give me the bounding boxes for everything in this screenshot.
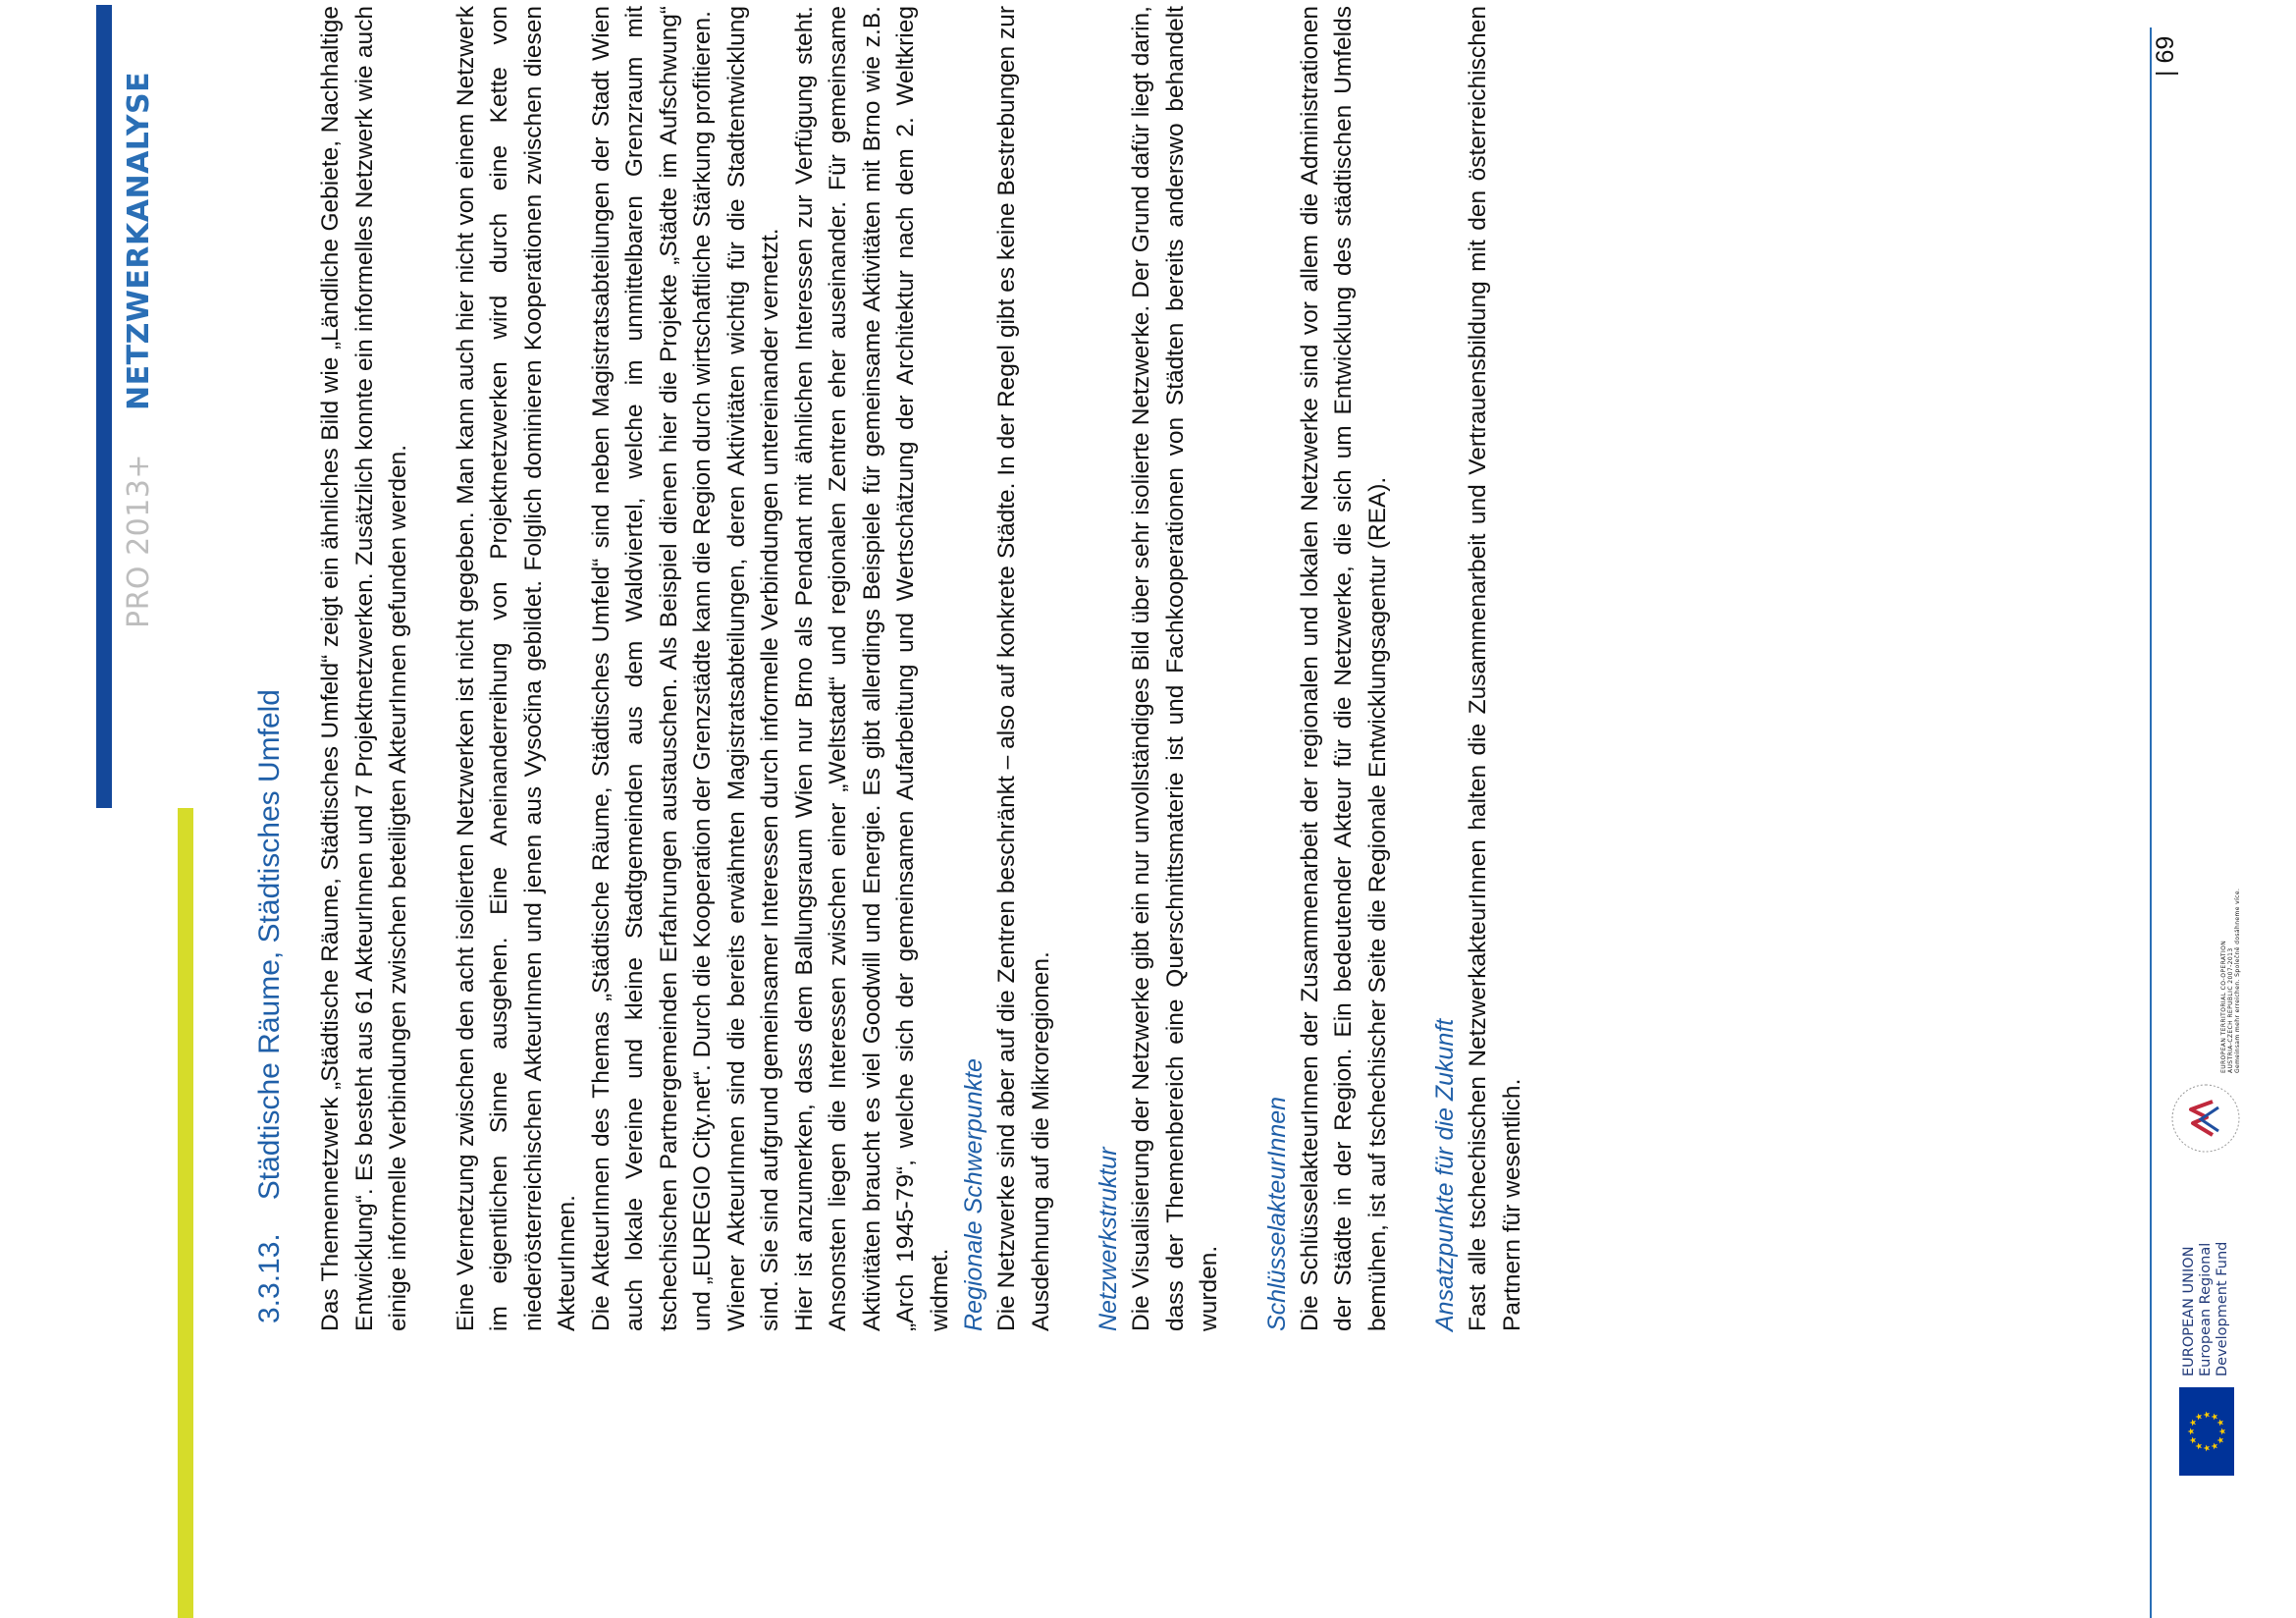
cooperation-logo-icon [2167,1080,2244,1157]
section-heading [253,440,296,1323]
footer-rule [2150,27,2152,1618]
svg-text:★: ★ [2195,1441,2205,1451]
svg-text:★: ★ [2211,1441,2220,1451]
subheading-schluesselakteure: SchlüsselakteurInnen [1262,1096,1291,1331]
paragraph-netzwerkstruktur: Die Visualisierung der Netzwerke gibt ein nur unvollständiges Bild über sehr isolierte Netzwerke. Der Grund dafür liegt darin, dass der Themenbereich eine Querschnittsmaterie ist und Fachkooperationen von Städten bereits anderswo behandelt wurden. [1128,6,1222,1331]
paragraph-ansatzpunkte: Fast alle tschechischen NetzwerkakteurInnen halten die Zusammenarbeit und Vertrauensbildung mit den österreichischen Partnern für wesentlich. [1465,6,1525,1331]
svg-text:★: ★ [2203,1410,2213,1420]
svg-text:★: ★ [2218,1427,2228,1436]
header-yellow-bar [178,808,193,1618]
svg-text:★: ★ [2203,1443,2213,1453]
header-blue-bar [96,5,112,808]
svg-text:★: ★ [2187,1427,2197,1436]
body-text [314,6,1529,1331]
header-program-label: PRO 2013+ [122,453,156,628]
eu-fund-label [2181,1180,2240,1376]
svg-text:★: ★ [2189,1435,2199,1445]
section-title: Städtische Räume, Städtisches Umfeld [253,689,286,1201]
subheading-ansatzpunkte: Ansatzpunkte für die Zukunft [1431,1018,1459,1331]
page-number: | 69 [2152,35,2179,77]
svg-text:★: ★ [2216,1435,2226,1445]
paragraph-akteure: Die AkteurInnen des Themas „Städtische Räume, Städtisches Umfeld“ sind neben Magistratsabteilungen der Stadt Wien auch lokale Vereine und kleine Stadtgemeinden aus dem Waldviertel, welche im unmittelbaren Grenzraum mit tschechischen Partnergemeinden Erfahrungen austauschen. Als Beispiel dienen hier die Projekte „Städte im Aufschwung“ und „EUREGIO City.net“. Durch die Kooperation der Grenzstädte kann die Region durch wirtschaftliche Stärkung profitieren. [587,6,716,1331]
eu-label-line1: EUROPEAN UNION [2181,1246,2197,1376]
svg-text:★: ★ [2189,1418,2199,1428]
coop-label-line1: EUROPEAN TERRITORIAL CO-OPERATION [2220,940,2227,1073]
paragraph-intro: Das Themennetzwerk „Städtische Räume, Städtisches Umfeld“ zeigt ein ähnliches Bild wie „Ländliche Gebiete, Nachhaltige Entwicklung“. Es besteht aus 61 AkteurInnen und 7 Projektnetzwerken. Zusätzlich konnte ein informelles Netzwerk wie auch einige informelle Verbindungen zwischen beteiligten AkteurInnen gefunden werden. [317,6,411,1331]
subheading-regionale-schwerpunkte: Regionale Schwerpunkte [960,1058,988,1331]
paragraph-vernetzung: Eine Vernetzung zwischen den acht isolierten Netzwerken ist nicht gegeben. Man kann auch hier nicht von einem Netzwerk im eigentlichen Sinne ausgehen. Eine Aneinanderreihung von Projektnetzwerken wird durch eine Kette von niederösterreichischen AkteurInnen und jenen aus Vysočina gebildet. Folglich dominieren Kooperationen zwischen diesen AkteurInnen. [452,6,580,1331]
cooperation-program-label [2220,887,2250,1073]
eu-flag-icon [2179,1387,2234,1476]
header-chapter-label: NETZWERKANALYSE [122,71,156,410]
eu-label-line3: Development Fund [2215,1241,2230,1376]
section-number: 3.3.13. [253,1233,286,1323]
paragraph-schluesselakteure: Die SchlüsselakteurInnen der Zusammenarbeit der regionalen und lokalen Netzwerke sind vor allem die Administrationen der Städte in der Region. Ein bedeutender Akteur für die Netzwerke, die sich um Entwicklung des städtischen Umfelds bemühen, ist auf tschechischer Seite die Regionale Entwicklungsagentur (REA). [1296,6,1391,1331]
subheading-netzwerkstruktur: Netzwerkstruktur [1095,1147,1122,1331]
paragraph-regionale-schwerpunkte: Die Netzwerke sind aber auf die Zentren beschränkt – also auf konkrete Städte. In der Regel gibt es keine Bestrebungen zur Ausdehnung auf die Mikroregionen. [993,6,1054,1331]
paragraph-wiener-akteure: Wiener AkteurInnen sind die bereits erwähnten Magistratsabteilungen, deren Aktivitäten wichtig für die Stadtentwicklung sind. Sie sind aufgrund gemeinsamer Interessen durch informelle Verbindungen untereinander vernetzt. [722,6,783,1331]
coop-label-line2: AUSTRIA-CZECH REPUBLIC 2007-2013 [2227,947,2234,1073]
svg-text:★: ★ [2216,1418,2226,1428]
svg-text:★: ★ [2195,1412,2205,1422]
eu-label-line2: European Regional [2198,1242,2214,1376]
coop-label-line3: Gemeinsam mehr erreichen. Společně dosáhneme více. [2234,888,2241,1073]
svg-text:★: ★ [2211,1412,2220,1422]
paragraph-brno: Hier ist anzumerken, dass dem Ballungsraum Wien nur Brno als Pendant mit ähnlichen Interessen zur Verfügung steht. Ansonsten liegen die Interessen zwischen einer „Weltstadt“ und regionalen Zentren eher auseinander. Für gemeinsame Aktivitäten braucht es viel Goodwill und Energie. Es gibt allerdings Beispiele für gemeinsame Aktivitäten mit Brno wie z.B. „Arch 1945-79“, welche sich der gemeinsamen Aufarbeitung und Wertschätzung der Architektur nach dem 2. Weltkrieg widmet. [790,6,953,1331]
